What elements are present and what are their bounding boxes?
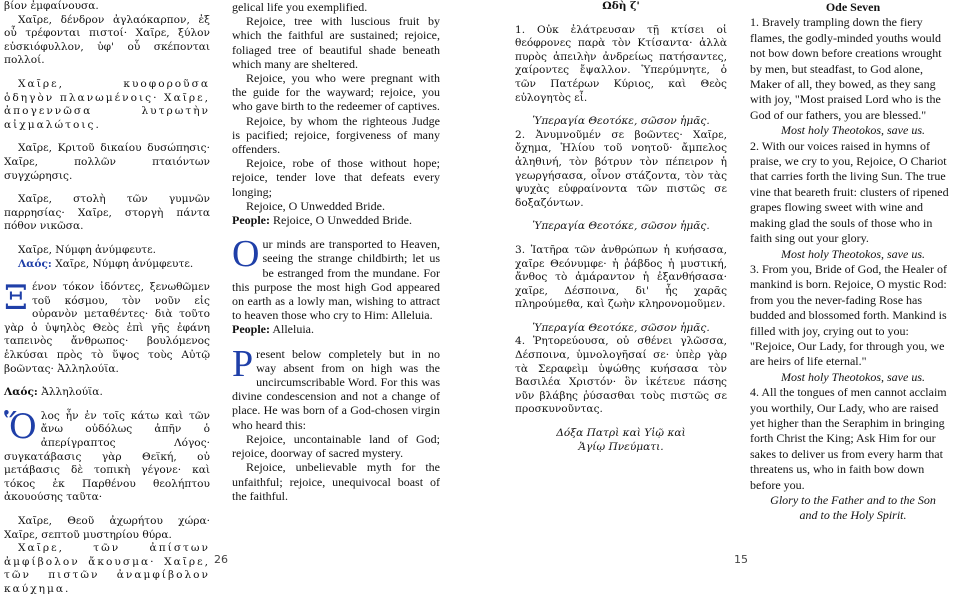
- page-number-left: 26: [214, 553, 228, 566]
- troparion: 1. Bravely trampling down the fiery flames, the godly-minded youths would not bow down before creations wrought by men, but steadfast, to God alone, Maker of all, they bowed, as they sang with joy, "Most praised Lord who is the God of our fathers, you are blessed.": [750, 15, 942, 122]
- oikos-text: resent below completely but in no way absent from on high was the uncircumscribable Word. For this was divine condescension and not a change of place. He was born of a God-chosen virgin who heard this:: [232, 346, 440, 432]
- people-text: Ἀλληλούϊα.: [41, 386, 103, 399]
- drop-cap-xi: Ξ: [4, 278, 28, 319]
- english-column-left: [232, 0, 440, 503]
- greek-paragraph: Χαῖρε, Κριτοῦ δικαίου δυσώπησις· Χαῖρε, πολλῶν πταιόντων συγχώρησις.: [4, 142, 210, 182]
- troparion: 2. Ἀνυμνοῦμέν σε βοῶντες· Χαῖρε, ὄχημα, Ἡλίου τοῦ νοητοῦ· ἄμπελος ἀληθινή, τὸν βότρυν τὸν πέπειρον ἡ γεωργήσασα, οἶνον στάζοντα, τὸν τὰς ψυχὰς εὐφραίνοντα τῶν πιστῶς σε δοξαζόντων.: [515, 128, 727, 209]
- english-paragraph: Rejoice, you who were pregnant with the guide for the wayward; rejoice, you who gave birth to the redeemer of captives.: [232, 71, 440, 114]
- refrain: Most holy Theotokos, save us.: [781, 123, 925, 138]
- oikos-paragraph: [4, 406, 210, 505]
- drop-cap-o: O: [232, 233, 260, 276]
- ode-title-greek: Ωδὴ ζ': [602, 0, 640, 12]
- troparion: 3. Ἰατῆρα τῶν ἀνθρώπων ἡ κυήσασα, χαῖρε Θεόνυμφε· ἡ ῥάβδος ἡ μυστική, ἄνθος τὸ ἀμάραντον ἡ ἐξανθήσασα· χαῖρε, Δέσποινα, δι' ἧς χαρᾶς πληρούμεθα, καὶ ζωὴν κληρονομοῦμεν.: [515, 243, 727, 311]
- doxology-line: and to the Holy Spirit.: [799, 508, 907, 523]
- drop-cap-p: P: [232, 342, 254, 385]
- refrain: Most holy Theotokos, save us.: [781, 369, 925, 384]
- people-label: Λαός:: [18, 257, 52, 270]
- oikos-text: ένον τόκον ἰδόντες, ξενωθῶμεν τοῦ κόσμου, τὸν νοῦν εἰς οὐρανὸν μεταθέντες· διὰ τοῦτο γὰρ ὁ ὑψηλὸς Θεὸς ἐπὶ γῆς ἐφάνη ταπεινὸς ἄνθρωπος· βουλόμενος ἑλκύσαι πρὸς τὸ ὕψος τοὺς Αὐτῷ βοῶντας· Ἀλληλούϊα.: [4, 281, 210, 375]
- people-response: [232, 322, 440, 336]
- doxology-line: Glory to the Father and to the Son: [770, 493, 936, 507]
- greek-ode-column: [515, 0, 727, 454]
- oikos-paragraph: [4, 278, 210, 376]
- greek-paragraph: Χαῖρε, κυοφοροῦσα ὁδηγὸν πλανωμένοις· Χαῖρε, ἀπογεννῶσα λυτρωτὴν αἰχμαλώτοις.: [4, 77, 210, 131]
- english-paragraph: Rejoice, robe of those without hope; rejoice, tender love that defeats every longing;: [232, 156, 440, 199]
- oikos-paragraph: [232, 342, 440, 432]
- people-text: Χαῖρε, Νύμφη ἀνύμφευτε.: [55, 257, 194, 270]
- refrain: Most holy Theotokos, save us.: [781, 246, 925, 261]
- english-paragraph: Rejoice, by whom the righteous Judge is pacified; rejoice, forgiveness of many offenders.: [232, 113, 440, 157]
- refrain: Ὑπεραγία Θεοτόκε, σῶσον ἡμᾶς.: [532, 321, 710, 334]
- english-paragraph: Rejoice, O Unwedded Bride.: [246, 198, 385, 213]
- troparion: 2. With our voices raised in hymns of praise, we cry to you, Rejoice, O Chariot that carries forth the living Sun. The true vine that beareth fruit: clusters of ripened grapes flowing sweet with wine and making glad the souls of those who in faith sing out your glory.: [750, 138, 949, 246]
- kontakion-paragraph: [232, 233, 440, 323]
- oikos-text: λος ἦν ἐν τοῖς κάτω καὶ τῶν ἄνω οὐδόλως ἀπῆν ὁ ἀπερίγραπτος Λόγος· συγκατάβασις γὰρ Θεϊκή, οὐ μετάβασις δὲ τοπικὴ γέγονε· καὶ τόκος ἐκ Παρθένου θεολήπτου ἀκουούσης ταῦτα·: [4, 409, 210, 504]
- people-response: [232, 213, 440, 227]
- troparion: 3. From you, Bride of God, the Healer of mankind is born. Rejoice, O mystic Rod: from you the never-fading Rose has budded and blossomed forth. Mankind is filled with joy, crying out to you: "Rejoice, Our Lady, for through you, we are heirs of life eternal.": [750, 261, 947, 369]
- english-line: gelical life you exemplified.: [232, 0, 368, 14]
- english-paragraph: Rejoice, uncontainable land of God; rejoice, doorway of sacred mystery.: [232, 431, 440, 461]
- ode-title-english: Ode Seven: [825, 0, 881, 14]
- people-label: Λαός:: [4, 386, 38, 399]
- troparion: 4. All the tongues of men cannot acclaim you worthily, Our Lady, who are raised yet higher than the Seraphim in bringing forth Christ the King; Ask Him for our sakes to deliver us from every harm that threatens us, who in faith bow down before you.: [750, 385, 947, 492]
- doxology-line: Ἁγίῳ Πνεύματι.: [578, 440, 664, 453]
- greek-paragraph: Χαῖρε, δένδρον ἀγλαόκαρπον, ἐξ οὗ τρέφονται πιστοί· Χαῖρε, ξύλον εὐσκιόφυλλον, ὑφ' οὗ σκέπονται πολλοί.: [4, 13, 210, 67]
- drop-cap-omicron: Ὅ: [4, 406, 37, 447]
- kontakion-text: ur minds are transported to Heaven, seeing the strange childbirth; let us be estranged from the mundane. For this purpose the most high God appeared on earth as a lowly man, wishing to attract to heaven those who cry to Him: Alleluia.: [232, 237, 440, 323]
- page-number-right: 15: [734, 553, 748, 566]
- greek-line: βίον ἐμφαίνουσα.: [4, 0, 99, 12]
- refrain: Ὑπεραγία Θεοτόκε, σῶσον ἡμᾶς.: [532, 115, 710, 128]
- people-label: People:: [232, 213, 270, 228]
- greek-paragraph: Χαῖρε, Νύμφη ἀνύμφευτε.: [18, 243, 157, 256]
- people-text: Rejoice, O Unwedded Bride.: [273, 213, 412, 228]
- people-response: [4, 258, 210, 272]
- people-text: Alleluia.: [272, 322, 314, 337]
- greek-column-left: [4, 0, 210, 597]
- english-paragraph: Rejoice, unbelievable myth for the unfaithful; rejoice, unequivocal boast of the faithful.: [232, 460, 440, 503]
- refrain: Ὑπεραγία Θεοτόκε, σῶσον ἡμᾶς.: [532, 220, 710, 233]
- greek-paragraph: Χαῖρε, Θεοῦ ἀχωρήτου χώρα· Χαῖρε, σεπτοῦ μυστηρίου θύρα.: [4, 515, 210, 541]
- greek-paragraph: Χαῖρε, στολὴ τῶν γυμνῶν παρρησίας· Χαῖρε, στοργὴ πάντα πόθον νικῶσα.: [4, 193, 210, 233]
- people-response: [4, 386, 210, 400]
- greek-paragraph: Χαῖρε, τῶν ἀπίστων ἀμφίβολον ἄκουσμα· Χαῖρε, τῶν πιστῶν ἀναμφίβολον καύχημα.: [4, 542, 210, 595]
- english-ode-column: [750, 0, 956, 524]
- troparion: 4. Ῥητορεύουσα, οὐ σθένει γλῶσσα, Δέσποινα, ὑμνολογῆσαί σε· ὑπὲρ γὰρ τὰ Σεραφεὶμ ὑψώθης κυήσασα τὸν Βασιλέα Χριστόν· ὃν ἱκέτευε πάσης νῦν βλάβης ῥύσασθαι τοὺς πιστῶς σε προσκυνοῦντας.: [515, 335, 727, 416]
- people-label: People:: [232, 322, 270, 337]
- doxology-line: Δόξα Πατρὶ καὶ Υἱῷ καὶ: [556, 427, 686, 440]
- troparion: 1. Οὐκ ἐλάτρευσαν τῇ κτίσει οἱ θεόφρονες παρὰ τὸν Κτίσαντα· ἀλλὰ πυρὸς ἀπειλὴν ἀνδρείως πατήσαντες, χαίροντες ἔψαλλον. Ὑπερύμνητε, ὁ τῶν Πατέρων Κύριος, καὶ Θεὸς εὐλογητὸς εἶ.: [515, 23, 727, 104]
- english-paragraph: Rejoice, tree with luscious fruit by which the faithful are sustained; rejoice, foliaged tree of beautiful shade beneath which many are sheltered.: [232, 14, 440, 71]
